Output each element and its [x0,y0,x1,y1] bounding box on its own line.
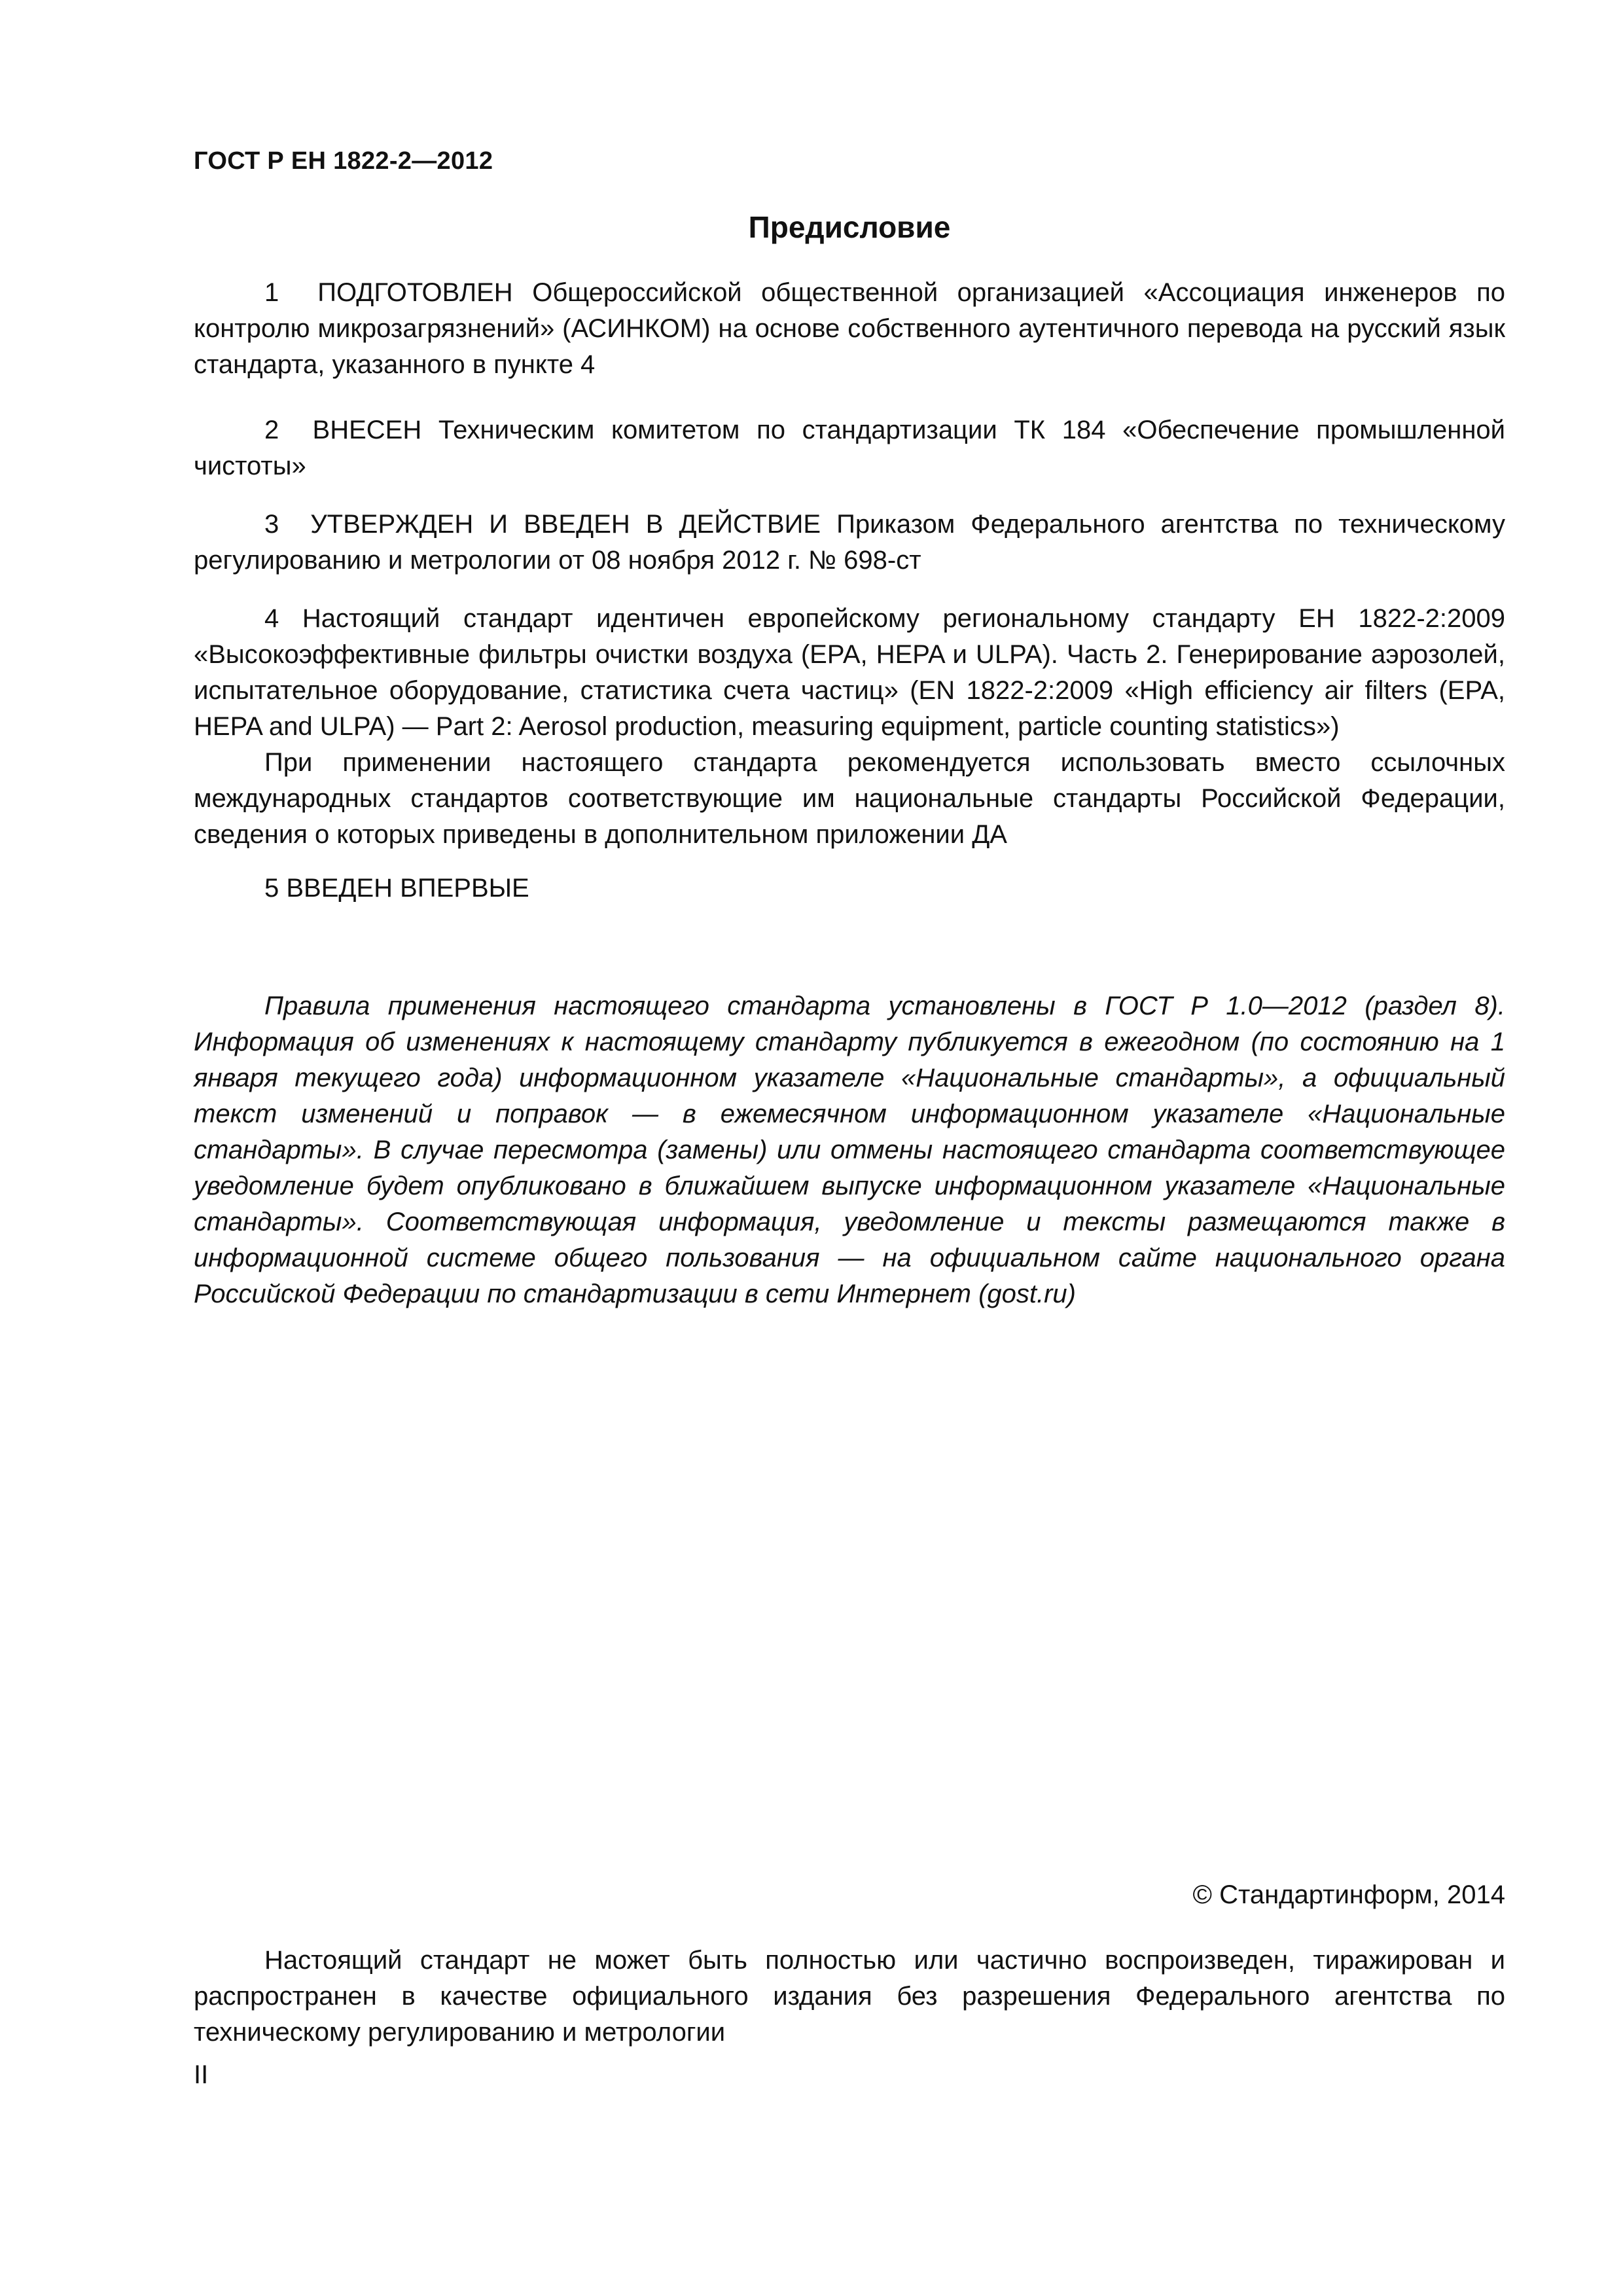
copyright-line: © Стандартинформ, 2014 [1192,1880,1505,1909]
page-title: Предисловие [748,210,951,244]
foreword-item-1 [194,275,1505,383]
foreword-item-4-text: Настоящий стандарт идентичен европейскому региональному стандарту ЕН 1822-2:2009 «Высокоэффективные фильтры очистки воздуха (ЕРА, HEPA и ULPA). Часть 2. Генерирование аэрозолей, испытательное оборудование, статистика счета частиц» (EN 1822-2:2009 «High efficiency air filters (EPA, HEPA and ULPA) — Part 2: Aerosol production, measuring equipment, particle counting statistics») [194,604,1506,741]
foreword-item-2-text: Техническим комитетом по стандартизации ТК 184 «Обеспечение промышленной чистоты» [194,416,1506,480]
foreword-item-3-label: 3 УТВЕРЖДЕН И ВВЕДЕН В ДЕЙСТВИЕ [264,510,821,539]
foreword-item-1-label: 1 ПОДГОТОВЛЕН [264,278,513,307]
foreword-item-4-label: 4 [264,604,279,633]
foreword-item-3-text: Приказом Федерального агентства по техническому регулированию и метрологии от 08 ноября 2012 г. № 698-ст [194,510,1505,575]
reproduction-rights-text: Настоящий стандарт не может быть полностью или частично воспроизведен, тиражирован и распространен в качестве официального издания без разрешения Федерального агентства по техническому регулированию и метрологии [194,1946,1505,2047]
foreword-item-5-label: 5 ВВЕДЕН ВПЕРВЫЕ [264,874,529,903]
foreword-item-1-text: Общероссийской общественной организацией «Ассоциация инженеров по контролю микрозагрязнений» (АСИНКОМ) на основе собственного аутентичного перевода на русский язык стандарта, указанного в пункте 4 [194,278,1505,379]
foreword-item-3 [194,507,1505,579]
foreword-item-2-label: 2 ВНЕСЕН [264,416,422,444]
foreword-item-4 [194,601,1505,745]
foreword-item-4-extra: При применении настоящего стандарта рекомендуется использовать вместо ссылочных международных стандартов соответствующие им национальные стандарты Российской Федерации, сведения о которых приведены в дополнительном приложении ДА [194,748,1505,849]
foreword-item-5 [194,870,1505,906]
document-code: ГОСТ Р ЕН 1822-2—2012 [194,147,493,175]
application-rules-notice: Правила применения настоящего стандарта установлены в ГОСТ Р 1.0—2012 (раздел 8). Информация об изменениях к настоящему стандарту публикуется в ежегодном (по состоянию на 1 января текущего года) информационном указателе «Национальные стандарты», а официальный текст изменений и поправок — в ежемесячном информационном указателе «Национальные стандарты». В случае пересмотра (замены) или отмены настоящего стандарта соответствующее уведомление будет опубликовано в ближайшем выпуске информационном указателе «Национальные стандарты». Соответствующая информация, уведомление и тексты размещаются также в информационной системе общего пользования — на официальном сайте национального органа Российской Федерации по стандартизации в сети Интернет (gost.ru) [194,992,1505,1308]
document-page [194,0,1505,2296]
page-number: II [194,2060,209,2089]
foreword-item-2 [194,412,1505,484]
